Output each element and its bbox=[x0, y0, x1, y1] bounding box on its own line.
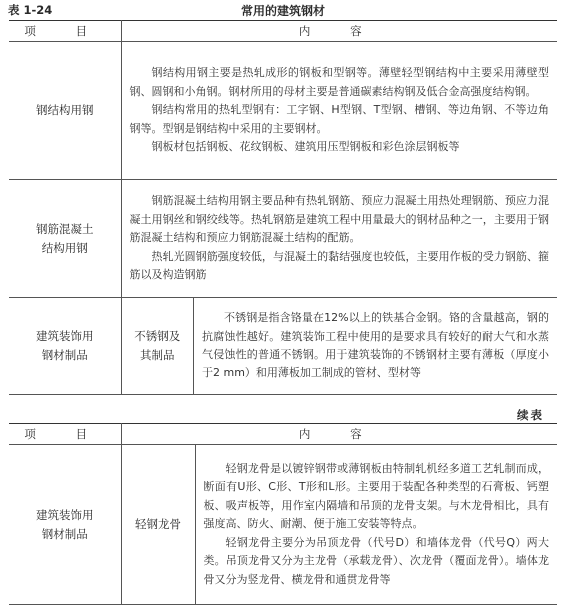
content-paragraph: 钢筋混凝土结构用钢主要品种有热轧钢筋、预应力混凝土用热处理钢筋、预应力混凝土用钢丝和钢绞线等。热轧钢筋是建筑工程中用量最大的钢材品种之一，主要用于钢筋混凝土结构和预应力钢筋混凝土结构的配筋。 bbox=[129, 194, 549, 245]
row-content bbox=[121, 42, 557, 180]
row-item-line: 钢筋混凝土 bbox=[36, 221, 94, 236]
sub-item-line: 不锈钢及 bbox=[134, 329, 181, 343]
sub-item: 轻钢龙骨 bbox=[121, 445, 195, 605]
content-paragraph: 轻钢龙骨是以镀锌钢带或薄钢板由特制轧机经多道工艺轧制而成，断面有U形、C形、T形和L形。主要用于装配各种类型的石膏板、钙塑板、吸声板等，用作室内隔墙和吊顶的龙骨支架。与木龙骨相比，具有强度高、防火、耐潮、便于施工安装等特点。 bbox=[203, 462, 549, 531]
header-content: 内 容 bbox=[121, 21, 557, 42]
row-item bbox=[9, 445, 121, 605]
continued-table bbox=[9, 423, 557, 605]
table-row bbox=[9, 298, 557, 395]
row-item-line: 建筑装饰用 bbox=[36, 329, 94, 343]
row-content bbox=[195, 445, 557, 605]
content-paragraph: 轻钢龙骨主要分为吊顶龙骨（代号D）和墙体龙骨（代号Q）两大类。吊顶龙骨又分为主龙骨（承载龙骨）、次龙骨（覆面龙骨）。墙体龙骨又分为竖龙骨、横龙骨和通贯龙骨等 bbox=[203, 535, 549, 586]
row-item-line: 建筑装饰用 bbox=[36, 507, 94, 522]
content-paragraph: 钢结构常用的热轧型钢有：工字钢、H型钢、T型钢、槽钢、等边角钢、不等边角钢等。型钢是钢结构中采用的主要钢材。 bbox=[129, 103, 549, 135]
row-item: 钢结构用钢 bbox=[9, 42, 121, 180]
sub-item bbox=[122, 298, 194, 394]
table-title: 常用的建筑钢材 bbox=[240, 4, 325, 18]
table-row bbox=[9, 445, 557, 605]
content-paragraph: 钢板材包括钢板、花纹钢板、建筑用压型钢板和彩色涂层钢板等 bbox=[151, 140, 460, 154]
content-paragraph: 热轧光圆钢筋强度较低，与混凝土的黏结强度也较低，主要用作板的受力钢筋、箍筋以及构造钢筋 bbox=[129, 249, 549, 282]
header-item: 项 目 bbox=[9, 21, 121, 42]
row-content bbox=[194, 298, 558, 394]
header-content: 内 容 bbox=[121, 424, 557, 445]
continued-label: 续表 bbox=[517, 408, 544, 422]
row-content-wrapper bbox=[121, 298, 557, 395]
table-number: 表 1-24 bbox=[8, 3, 53, 17]
row-content bbox=[121, 180, 557, 298]
row-item-line: 钢材制品 bbox=[41, 348, 88, 362]
table-row bbox=[9, 42, 557, 180]
main-table bbox=[9, 20, 557, 395]
table-header-row bbox=[9, 424, 557, 445]
row-item bbox=[9, 180, 121, 298]
table-row bbox=[9, 180, 557, 298]
table-header-row bbox=[9, 21, 557, 42]
header-item: 项 目 bbox=[9, 424, 121, 445]
row-item-line: 结构用钢 bbox=[41, 240, 88, 255]
sub-item-line: 其制品 bbox=[140, 348, 175, 362]
content-paragraph: 钢结构用钢主要是热轧成形的钢板和型钢等。薄壁轻型钢结构中主要采用薄壁型钢、圆钢和小角钢。钢材所用的母材主要是普通碳素结构钢及低合金高强度结构钢。 bbox=[129, 66, 549, 98]
nested-table bbox=[122, 298, 558, 394]
content-paragraph: 不锈钢是指含铬量在12%以上的铁基合金钢。铬的含量越高，钢的抗腐蚀性越好。建筑装饰工程中使用的是要求具有较好的耐大气和水蒸气侵蚀性的普通不锈钢。用于建筑装饰的不锈钢材主要有薄板（厚度小于2 mm）和用薄板加工制成的管材、型材等 bbox=[202, 311, 549, 380]
row-item-line: 钢材制品 bbox=[41, 526, 88, 541]
row-item bbox=[9, 298, 121, 395]
